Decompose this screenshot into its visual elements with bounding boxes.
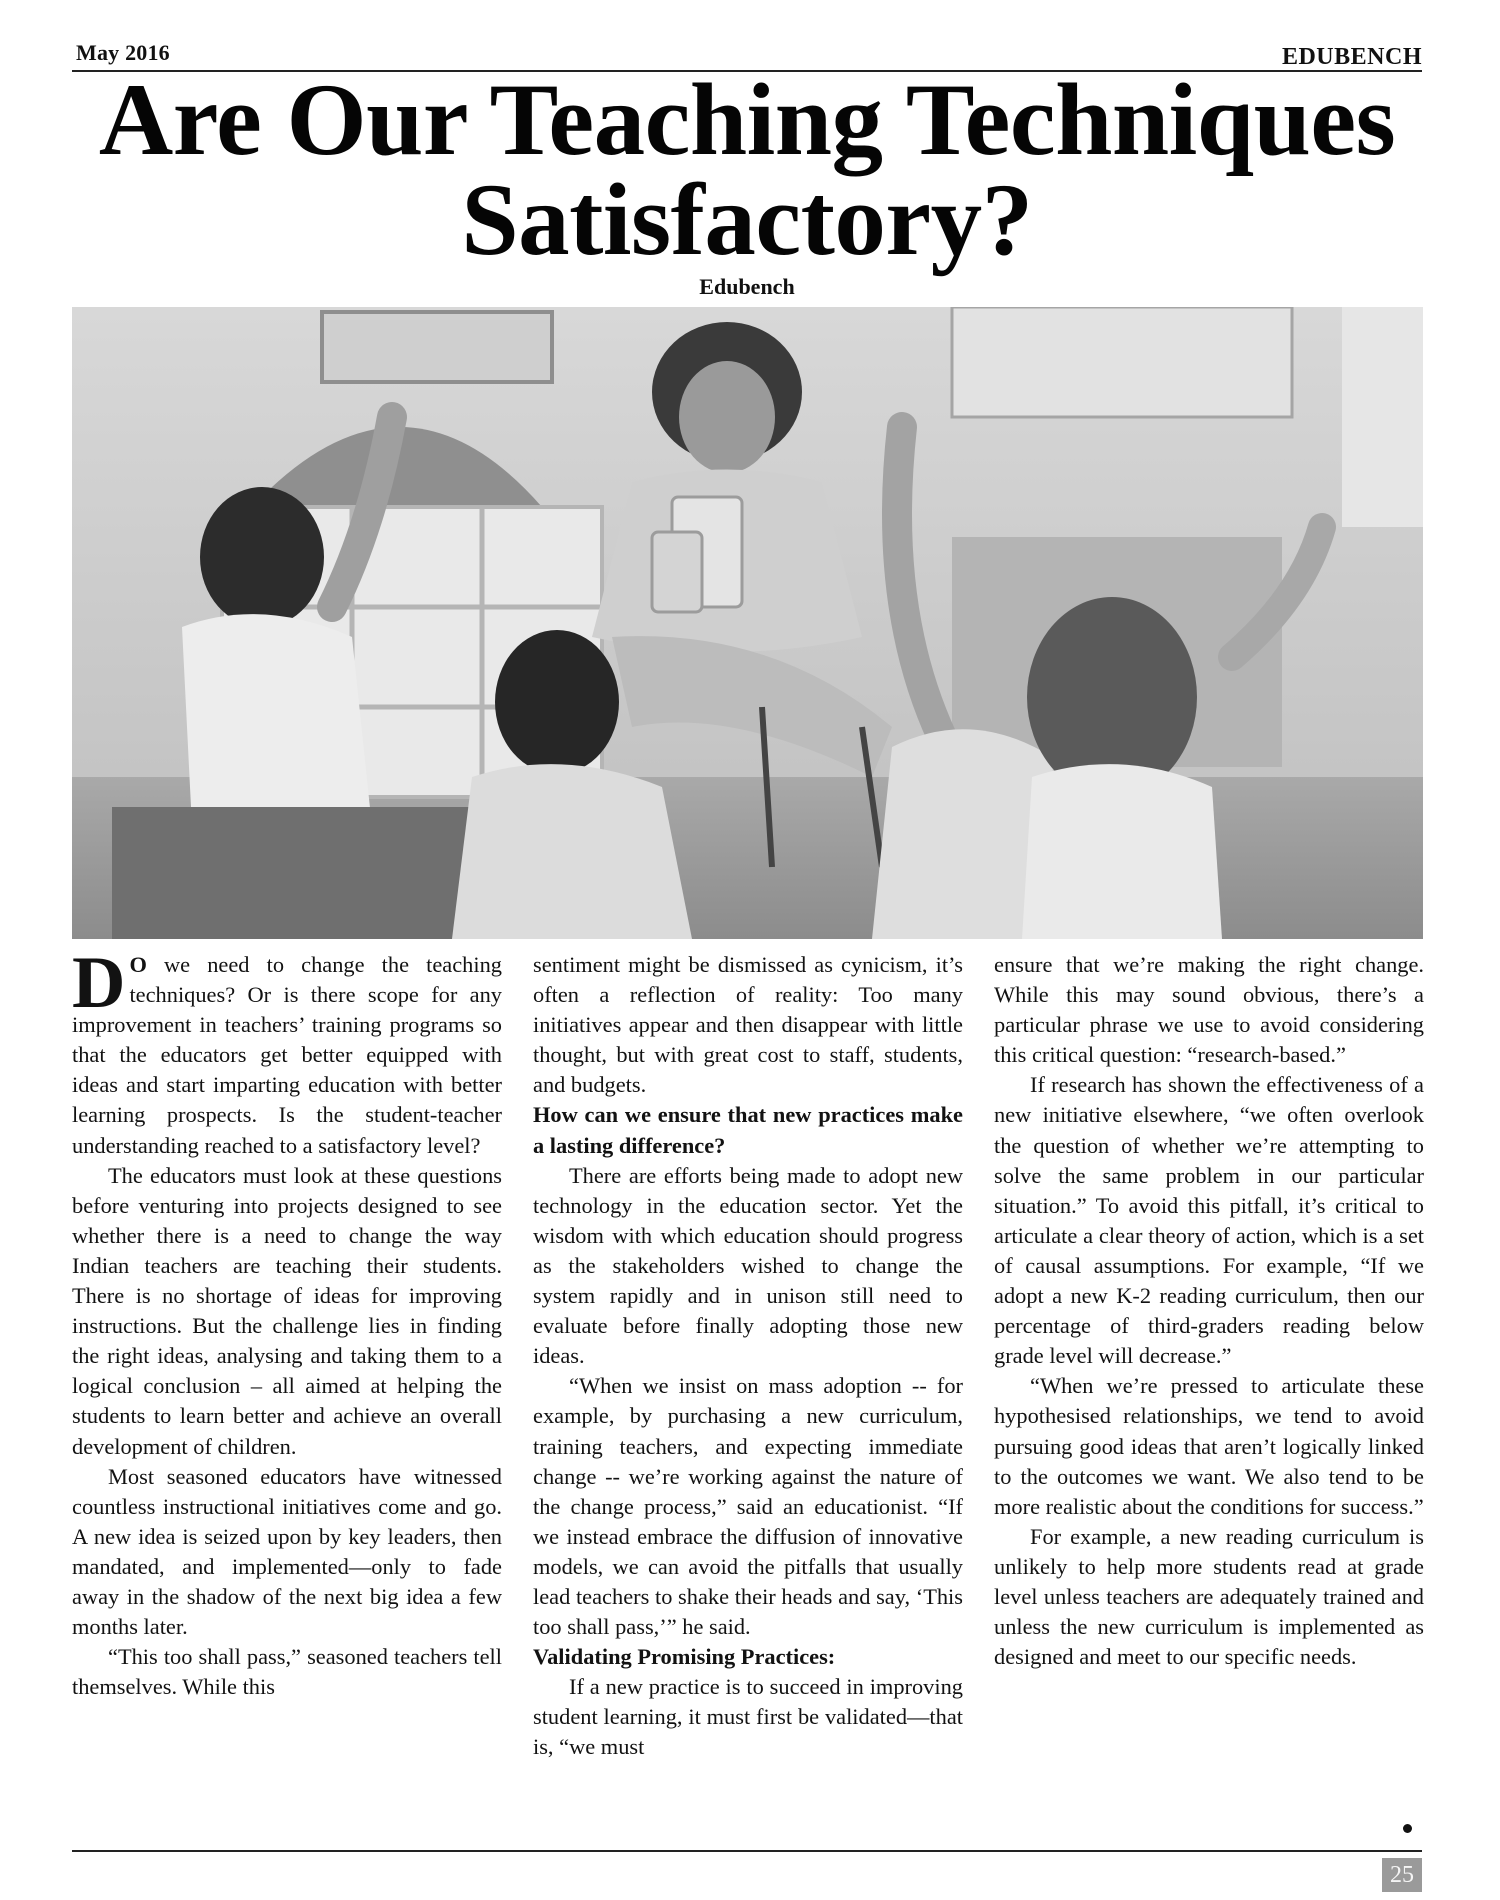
section-heading: How can we ensure that new practices make a lasting difference? — [533, 1102, 963, 1158]
end-mark-icon — [1403, 1824, 1412, 1833]
article-column-3 — [994, 950, 1424, 1763]
paragraph-text: we need to change the teaching techniques? Or is there scope for any improvement in teachers’ training programs so that the educators get better equipped with ideas and start imparting education with better learning prospects. Is the student-teacher understanding reached to a satisfactory level? — [72, 952, 502, 1158]
paragraph: The educators must look at these questions before venturing into projects designed to see whether there is a need to change the way Indian teachers are teaching their students. There is no shortage of ideas for improving instructions. But the challenge lies in finding the right ideas, analysing and taking them to a logical conclusion – all aimed at helping the students to learn better and achieve an overall development of children. — [72, 1162, 502, 1459]
lead-word: O — [129, 952, 147, 977]
publication-name: EDUBENCH — [1281, 44, 1422, 70]
paragraph: “When we’re pressed to articulate these hypothesised relationships, we tend to avoid pursuing good ideas that aren’t logically linked to the outcomes we want. We also tend to be more realistic about the conditions for success.” — [994, 1373, 1424, 1519]
paragraph: Most seasoned educators have witnessed countless instructional initiatives come and go. A new idea is seized upon by key leaders, then mandated, and implemented—only to fade away in the shadow of the next big idea a few months later. — [72, 1463, 502, 1640]
article-column-1 — [72, 942, 502, 1763]
drop-cap: D — [72, 942, 126, 1024]
classroom-photo-icon — [72, 307, 1423, 939]
article-column-2 — [533, 950, 963, 1763]
article-byline: Edubench — [699, 274, 795, 299]
article-title: Are Our Teaching Techniques Satisfactory? — [98, 63, 1396, 277]
paragraph: If a new practice is to succeed in improving student learning, it must first be validated—that is, “we must — [533, 1674, 963, 1760]
article-body — [72, 942, 1424, 1763]
section-heading: Validating Promising Practices: — [533, 1644, 836, 1670]
classroom-photo — [72, 307, 1423, 939]
paragraph: sentiment might be dismissed as cynicism, it’s often a reflection of reality: Too many initiatives appear and then disappear with little thought, but with great cost to staff, students, and budgets. — [533, 952, 963, 1098]
footer-rule — [72, 1850, 1422, 1852]
paragraph: For example, a new reading curriculum is unlikely to help more students read at grade level unless teachers are adequately trained and unless the new curriculum is implemented as designed and meet to our specific needs. — [994, 1523, 1424, 1670]
paragraph: There are efforts being made to adopt new technology in the education sector. Yet the wisdom with which education should progress as the stakeholders wished to change the system rapidly and in unison still need to evaluate before finally adopting those new ideas. — [533, 1162, 963, 1369]
paragraph — [72, 942, 502, 1161]
paragraph: If research has shown the effectiveness of a new initiative elsewhere, “we often overlook the question of whether we’re attempting to solve the same problem in our particular situation.” To avoid this pitfall, it’s critical to articulate a clear theory of action, which is a set of causal assumptions. For example, “If we adopt a new K-2 reading curriculum, then our percentage of third-graders reading below grade level will decrease.” — [994, 1072, 1424, 1369]
paragraph: “When we insist on mass adoption -- for example, by purchasing a new curriculum, training teachers, and expecting immediate change -- we’re working against the nature of the change process,” said an educationist. “If we instead embrace the diffusion of innovative models, we can avoid the pitfalls that usually lead teachers to shake their heads and say, ‘This too shall pass,’” he said. — [533, 1373, 963, 1640]
paragraph: “This too shall pass,” seasoned teachers tell themselves. While this — [72, 1644, 502, 1700]
page-number: 25 — [1382, 1858, 1422, 1892]
issue-date: May 2016 — [76, 40, 170, 65]
paragraph: ensure that we’re making the right change. While this may sound obvious, there’s a particular phrase we use to avoid considering this critical question: “research-based.” — [994, 952, 1424, 1068]
